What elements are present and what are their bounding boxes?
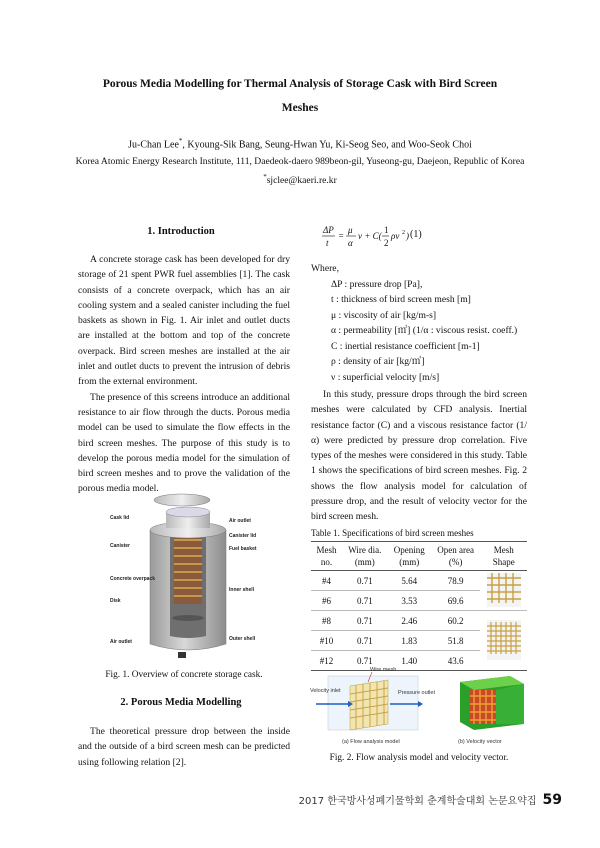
cask-illustration [108,486,268,662]
svg-text:μ: μ [348,225,353,235]
col-open-area: Open area (%) [431,542,481,571]
label-canister: Canister [110,543,131,549]
svg-text:=: = [338,231,345,241]
section-heading-introduction: 1. Introduction [147,226,215,237]
var-c: C : inertial resistance coefficient [m-1] [331,340,480,352]
paper-title [60,72,540,120]
mesh-shape-image-1 [480,571,527,611]
label-air-outlet-top: Air outlet [229,518,251,524]
figure-1-cask [108,486,268,662]
svg-text:2: 2 [402,230,405,236]
mesh-grid-icon [487,620,521,660]
page-footer [299,792,562,808]
svg-text:ΔP: ΔP [323,225,334,235]
table-1-caption: Table 1. Specifications of bird screen meshes [311,528,474,538]
email: *sjclee@kaeri.re.kr [263,173,337,187]
section-2-paragraph-1: The theoretical pressure drop between the inside and the outside of a bird screen mesh can be predicted using following relation [2]. [78,726,290,768]
affiliation: Korea Atomic Energy Research Institute, 111, Daedeok-daero 989beon-gil, Yuseong-gu, Daejeon, Republic of Korea [75,156,525,167]
figure-1-caption: Fig. 1. Overview of concrete storage cask. [105,670,263,680]
introduction-text [78,252,290,497]
figure-2 [310,664,530,746]
col-opening: Opening (mm) [388,542,431,571]
label-wire-mesh: Wire mesh [370,667,397,673]
mesh-shape-image-2 [480,611,527,671]
section-2-text [78,724,290,770]
title-line-2: Meshes [281,102,319,114]
table-header-row [311,542,527,571]
col-mesh-no: Mesh no. [311,542,342,571]
label-cask-lid: Cask lid [110,515,130,521]
col-wire-dia: Wire dia. (mm) [342,542,388,571]
svg-text:2: 2 [384,238,389,248]
velocity-vector-panel [460,676,524,730]
mesh-grid-icon [487,573,521,607]
label-outer-shell: Outer shell [229,636,256,642]
col-mesh-shape: Mesh Shape [480,542,527,571]
label-fuel-basket: Fuel basket [229,546,257,552]
flow-model-panel [316,672,423,730]
figure-2-caption: Fig. 2. Flow analysis model and velocity vector. [329,753,509,763]
label-air-outlet-bottom: Air outlet [110,639,132,645]
var-alpha: α : permeability [㎡] (1/α : viscous resist. coeff.) [331,325,518,336]
table-1 [311,541,527,671]
corresponding-mark: * [178,137,183,145]
equation-1 [320,224,440,252]
page-number: 59 [542,792,562,808]
svg-text:): ) [406,231,409,241]
title-line-1: Porous Media Modelling for Thermal Analysis of Storage Cask with Bird Screen [102,78,498,90]
label-velocity-inlet: Velocity inlet [310,688,341,694]
intro-paragraph-2: The presence of this screens introduce an additional resistance to air flow through the ducts. Porous media model can be used to simulate the flow effects in the bird screen meshes. The purpose of this study is to develop the porous media model for the simulation of bird screen meshes and to prove the validation of the porous media model. [78,391,290,495]
flow-analysis-illustration [310,664,530,746]
variable-definitions [311,261,541,385]
label-flow-analysis-model: (a) Flow analysis model [342,739,400,745]
table-row: #12 0.71 1.40 43.6 [311,651,527,671]
label-canister-lid: Canister lid [229,533,257,539]
var-delta-p: ΔP : pressure drop [Pa], [331,278,423,290]
right-paragraph: In this study, pressure drops through the bird screen meshes were calculated by CFD analysis. Inertial resistance factor (C) and a viscous resistance factor (1/α) were predicted by pressure drop correlation. Five types of the meshes were considered in this study. Table 1 shows the specifications of bird screen meshes. Fig. 2 shows the flow analysis model for calculation of pressure drop, and the result of velocity vector for the bird screen mesh. [311,389,527,523]
equation-number: (1) [410,229,422,240]
section-heading-porous-media: 2. Porous Media Modelling [120,697,242,708]
table-row: #10 0.71 1.83 51.8 [311,631,527,651]
svg-text:α: α [348,238,353,248]
svg-text:ρν: ρν [391,231,400,241]
label-inner-shell: Inner shell [229,587,255,593]
intro-paragraph-1: A concrete storage cask has been developed for dry storage of 21 spent PWR fuel assemblies [1]. The cask consists of a concrete overpack, which has an air cooling system and a sealed canister including the fuel baskets as shown in Fig. 1. Air inlet and outlet ducts are installed at the bottom and top of the concrete overpack. Bird screen meshes are installed at the air inlet and outlet ducts to prevent the intrusion of debris from the external environment. [78,254,290,388]
label-concrete-overpack: Concrete overpack [110,576,156,582]
svg-text:ν + C(: ν + C( [358,231,382,241]
var-mu: μ : viscosity of air [kg/m-s] [331,309,437,321]
label-disk: Disk [110,598,121,604]
var-t: t : thickness of bird screen mesh [m] [331,294,471,305]
footer-text: 2017 한국방사성폐기물학회 춘계학술대회 논문요약집 [298,796,537,807]
table-row: #8 0.71 2.46 60.2 [311,611,527,631]
svg-text:t: t [326,238,329,248]
table-row: #4 0.71 5.64 78.9 [311,571,527,591]
right-column-text [311,387,527,525]
author-list: Ju-Chan Lee*, Kyoung-Sik Bang, Seung-Hwan Yu, Ki-Seog Seo, and Woo-Seok Choi [128,137,472,151]
svg-text:1: 1 [384,225,389,235]
where-intro: Where, [311,263,339,274]
specs-table [311,541,527,671]
table-row: #6 0.71 3.53 69.6 [311,591,527,611]
label-velocity-vector: (b) Velocity vector [458,739,502,745]
var-rho: ρ : density of air [kg/㎥] [331,356,425,367]
var-nu: ν : superficial velocity [m/s] [331,371,440,383]
equation-formula [320,224,440,252]
label-pressure-outlet: Pressure outlet [398,690,435,696]
